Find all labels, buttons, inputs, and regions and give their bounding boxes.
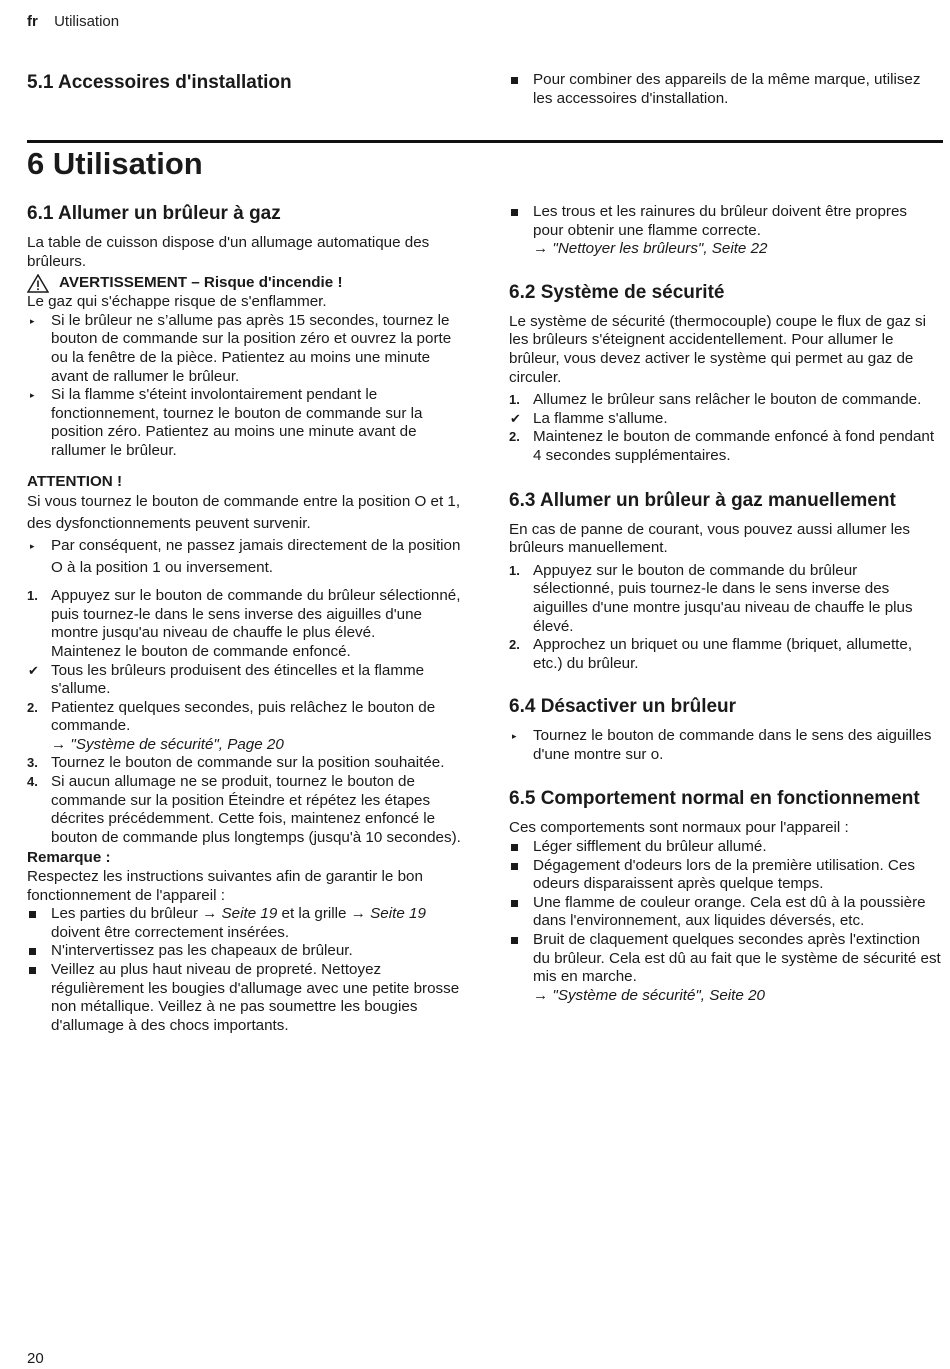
attention-title: ATTENTION ! <box>27 472 123 490</box>
note-text: Respectez les instructions suivantes afin de garantir le bon fonctionnement de l'appareil : <box>27 868 423 904</box>
list-item: Léger sifflement du brûleur allumé. <box>509 838 941 857</box>
list-item: Pour combiner des appareils de la même marque, utilisez les accessoires d'installation. <box>509 71 934 108</box>
arrow-right-icon: → <box>533 986 553 1004</box>
step-1: 1. Appuyez sur le bouton de commande du brûleur sélectionné, puis tournez-le dans le sens inverse des aiguilles d'une montre jusqu'au niveau de chauffe le plus élevé. Maintenez le bouton de commande enfoncé. <box>27 587 461 660</box>
warning-heading: AVERTISSEMENT – Risque d'incendie ! <box>27 274 463 293</box>
intro-text: La table de cuisson dispose d'un allumage automatique des brûleurs. <box>27 234 430 270</box>
right-column <box>509 203 941 1005</box>
section-6-3-title: 6.3 Allumer un brûleur à gaz manuellement <box>509 489 896 511</box>
note-title: Remarque : <box>27 849 111 867</box>
warning-text: Le gaz qui s'échappe risque de s'enflammer. <box>27 293 327 311</box>
list-item: ▸ Si le brûleur ne s’allume pas après 15 secondes, tournez le bouton de commande sur la position zéro et ouvrez la porte ou la fenêtre de la pièce. Patientez au moins une minute avant de rallumer le brûleur. <box>30 311 452 385</box>
arrow-right-icon: → <box>350 905 371 923</box>
section-6-3-text: En cas de panne de courant, vous pouvez aussi allumer les brûleurs manuellement. <box>509 520 911 557</box>
list-item: ▸ Si la flamme s'éteint involontairement pendant le fonctionnement, tournez le bouton de commande sur la position zéro. Patientez au moins une minute avant de rallumer le brûleur. <box>30 386 423 459</box>
step-result: ✔ Tous les brûleurs produisent des étincelles et la flamme s'allume. <box>28 661 425 698</box>
step-1: 1. Appuyez sur le bouton de commande du brûleur sélectionné, puis tournez-le dans le sens inverse des aiguilles d'une montre jusqu'au niveau de chauffe le plus élevé. <box>509 561 913 635</box>
step-4: 4. Si aucun allumage ne se produit, tournez le bouton de commande sur la position Éteindre et répétez les étapes décrites précédemment. Cette fois, maintenez enfoncé le bouton de commande plus longtemps (jusqu'à 10 secondes). <box>27 773 461 846</box>
chapter-rule <box>27 140 943 143</box>
list-item: ▸ Par conséquent, ne passez jamais directement de la position O à la position 1 ou inversement. <box>30 537 461 577</box>
list-item: Dégagement d'odeurs lors de la première utilisation. Ces odeurs disparaissent après quelque temps. <box>509 857 941 894</box>
chapter-title: 6 Utilisation <box>27 146 203 181</box>
attention-text: Si vous tournez le bouton de commande entre la position O et 1, des dysfonctionnements peuvent survenir. <box>27 493 461 533</box>
page-number: 20 <box>27 1350 44 1367</box>
arrow-right-icon: → <box>51 735 71 753</box>
step-2: 2. Patientez quelques secondes, puis relâchez le bouton de commande. → "Système de sécurité", Page 20 <box>27 698 436 753</box>
arrow-right-icon: → <box>202 905 222 923</box>
cross-reference[interactable]: Seite 19 <box>370 905 426 923</box>
list-item: Une flamme de couleur orange. Cela est dû à la poussière dans l'environnement, aux liquides déversés, etc. <box>509 894 941 931</box>
cross-reference[interactable]: "Système de sécurité", Seite 20 <box>552 986 765 1004</box>
bullet-icon <box>29 948 36 955</box>
bullet-icon <box>29 967 36 974</box>
cross-reference[interactable]: "Nettoyer les brûleurs", Seite 22 <box>552 240 768 258</box>
section-5-1-title: 5.1 Accessoires d'installation <box>27 72 292 93</box>
section-6-2-text: Le système de sécurité (thermocouple) coupe le flux de gaz si les brûleurs s'éteignent accidentellement. Pour allumer le brûleur, vous devez activer le système qui permet au gaz de circuler. <box>509 312 927 386</box>
section-6-5-title: 6.5 Comportement normal en fonctionnement <box>509 788 920 810</box>
step-1: 1. Allumez le brûleur sans relâcher le bouton de commande. <box>509 391 922 409</box>
bullet-icon <box>29 911 36 918</box>
step-2: 2. Maintenez le bouton de commande enfoncé à fond pendant 4 secondes supplémentaires. <box>509 428 935 464</box>
bullet-icon <box>511 844 518 851</box>
list-item: Les parties du brûleur → Seite 19 et la grille → Seite 19 doivent être correctement insérées. <box>27 905 463 942</box>
warning-triangle-icon <box>27 274 49 293</box>
running-header <box>27 13 119 32</box>
list-item: ▸ Tournez le bouton de commande dans le sens des aiguilles d'une montre sur o. <box>512 727 932 763</box>
arrow-icon: ▸ <box>30 541 35 552</box>
section-6-1-title: 6.1 Allumer un brûleur à gaz <box>27 203 281 224</box>
check-icon: ✔ <box>510 410 521 426</box>
cross-reference[interactable]: "Système de sécurité", Page 20 <box>70 735 284 753</box>
section-6-5-intro: Ces comportements sont normaux pour l'appareil : <box>509 819 849 837</box>
bullet-icon <box>511 937 518 944</box>
section-5-1-body <box>509 71 934 108</box>
section-6-2-title: 6.2 Système de sécurité <box>509 281 725 303</box>
arrow-icon: ▸ <box>30 315 35 326</box>
arrow-icon: ▸ <box>512 731 517 742</box>
bullet-icon <box>511 77 518 84</box>
cross-reference[interactable]: Seite 19 <box>221 905 278 923</box>
list-item: Bruit de claquement quelques secondes après l'extinction du brûleur. Cela est dû au fait que le système de sécurité est mis en marche. → "Système de sécurité", Seite 20 <box>509 931 941 1005</box>
list-item: Les trous et les rainures du brûleur doivent être propres pour obtenir une flamme correcte. → "Nettoyer les brûleurs", Seite 22 <box>509 203 941 259</box>
header-section: Utilisation <box>54 13 120 30</box>
arrow-icon: ▸ <box>30 390 35 401</box>
section-6-4-title: 6.4 Désactiver un brûleur <box>509 696 737 718</box>
step-2: 2. Approchez un briquet ou une flamme (briquet, allumette, etc.) du brûleur. <box>509 636 913 672</box>
language-code: fr <box>27 13 38 30</box>
left-column <box>27 203 463 1035</box>
check-icon: ✔ <box>28 662 39 678</box>
bullet-icon <box>511 863 518 870</box>
list-item: N'intervertissez pas les chapeaux de brûleur. <box>27 942 463 961</box>
arrow-right-icon: → <box>533 240 553 258</box>
step-3: 3. Tournez le bouton de commande sur la position souhaitée. <box>27 754 445 772</box>
list-item: Veillez au plus haut niveau de propreté. Nettoyez régulièrement les bougies d'allumage avec une petite brosse non métallique. Veillez à ne pas soumettre les bougies d'allumage à des chocs importants. <box>27 961 463 1035</box>
bullet-icon <box>511 900 518 907</box>
bullet-icon <box>511 209 518 216</box>
step-result: ✔ La flamme s'allume. <box>510 409 668 427</box>
